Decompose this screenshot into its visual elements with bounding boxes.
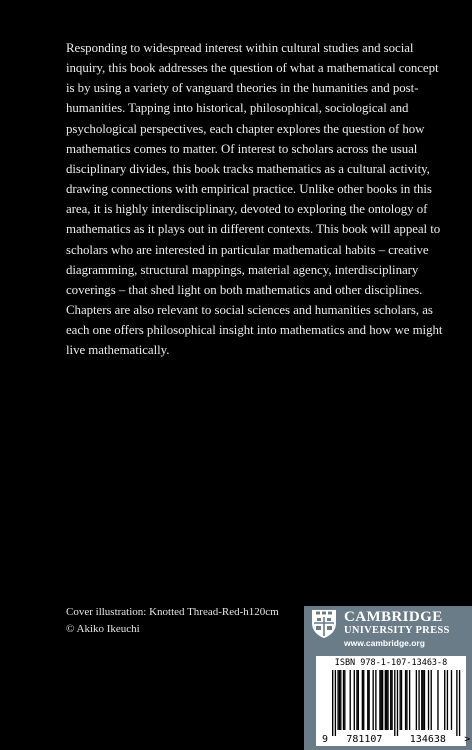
blurb-line: area, it is highly interdisciplinary, devoted to exploring the ontology of <box>66 202 428 217</box>
blurb-text <box>66 38 441 361</box>
barcode-bar <box>332 670 333 736</box>
blurb-line: drawing connections with empirical practice. Unlike other books in this <box>66 182 432 197</box>
blurb-line: diagramming, structural mappings, material agency, interdisciplinary <box>66 262 419 277</box>
barcode-bar <box>456 670 457 736</box>
barcode <box>316 656 471 746</box>
barcode-graphic <box>320 670 471 745</box>
publisher-panel <box>304 606 472 750</box>
blurb-line: each one offers philosophical insight into mathematics and how we might <box>66 323 443 338</box>
blurb-line: live mathematically. <box>66 343 170 358</box>
barcode-digits-right: 134638 <box>409 734 446 745</box>
barcode-bar <box>394 670 395 736</box>
blurb-line: Chapters are also relevant to social sciences and humanities scholars, as <box>66 303 433 318</box>
blurb-line: mathematics comes to matter. Of interest to scholars across the usual <box>66 141 418 156</box>
publisher-url: www.cambridge.org <box>344 638 425 648</box>
barcode-bar <box>375 670 376 730</box>
publisher-name: CAMBRIDGE <box>344 609 443 625</box>
barcode-bar <box>416 670 417 730</box>
barcode-bar <box>431 670 432 730</box>
blurb-line: scholars who are interested in particular mathematical habits – creative <box>66 242 429 257</box>
barcode-digits-left: 781107 <box>346 734 383 745</box>
publisher-subtitle: UNIVERSITY PRESS <box>344 625 450 636</box>
barcode-bar <box>451 670 452 730</box>
barcode-bar <box>459 670 460 736</box>
blurb-line: humanities. Tapping into historical, philosophical, sociological and <box>66 101 409 116</box>
blurb-line: Responding to widespread interest within cultural studies and social <box>66 41 414 55</box>
barcode-bar <box>344 670 345 730</box>
isbn-label: ISBN 978-1-107-13463-8 <box>334 658 448 668</box>
barcode-bar <box>337 670 338 730</box>
barcode-bar <box>400 670 401 730</box>
blurb-line: psychological perspectives, each chapter explores the question of how <box>66 121 425 136</box>
barcode-bar <box>390 670 391 730</box>
barcode-bar <box>343 670 344 730</box>
barcode-bar <box>382 670 383 730</box>
barcode-quiet-mark: > <box>464 734 471 745</box>
barcode-bar <box>350 670 351 730</box>
barcode-bar <box>401 670 402 730</box>
barcode-digit-first: 9 <box>321 734 329 745</box>
blurb-line: disciplinary divides, this book tracks mathematics as a cultural activity, <box>66 161 430 176</box>
barcode-bar <box>379 670 380 730</box>
barcode-bar <box>391 670 392 730</box>
blurb-line: coverings – that shed light on both mathematics and other disciplines. <box>66 282 423 297</box>
blurb-line: mathematics as it plays out in different contexts. This book will appeal to <box>66 222 441 237</box>
cambridge-shield-icon <box>311 609 337 639</box>
barcode-bar <box>422 670 423 730</box>
barcode-bar <box>406 670 407 730</box>
barcode-bar <box>428 670 429 730</box>
barcode-bar <box>356 670 357 730</box>
cover-credit <box>66 604 279 638</box>
barcode-bar <box>405 670 406 730</box>
barcode-bar <box>340 670 341 730</box>
barcode-bar <box>409 670 410 730</box>
blurb-line: inquiry, this book addresses the question of what a mathematical concept <box>66 61 439 76</box>
barcode-bar <box>387 670 388 730</box>
barcode-bar <box>354 670 355 730</box>
barcode-bar <box>367 670 368 730</box>
barcode-bar <box>339 670 340 730</box>
barcode-bar <box>444 670 445 730</box>
barcode-bar <box>447 670 448 730</box>
barcode-bar <box>421 670 422 730</box>
barcode-bar <box>368 670 369 730</box>
barcode-bar <box>397 670 398 736</box>
barcode-bar <box>437 670 438 730</box>
barcode-bar <box>363 670 364 730</box>
barcode-bar <box>424 670 425 730</box>
barcode-bar <box>385 670 386 730</box>
blurb-line: is by using a variety of vanguard theories in the humanities and post- <box>66 81 419 96</box>
barcode-bar <box>358 670 359 730</box>
barcode-bar <box>362 670 363 730</box>
illustration-credit: Cover illustration: Knotted Thread-Red-h120cm <box>66 606 279 618</box>
barcode-bar <box>335 670 336 736</box>
barcode-bar <box>386 670 387 730</box>
barcode-bar <box>373 670 374 730</box>
copyright-line: © Akiko Ikeuchi <box>66 623 140 635</box>
barcode-bar <box>418 670 419 730</box>
barcode-bar <box>381 670 382 730</box>
